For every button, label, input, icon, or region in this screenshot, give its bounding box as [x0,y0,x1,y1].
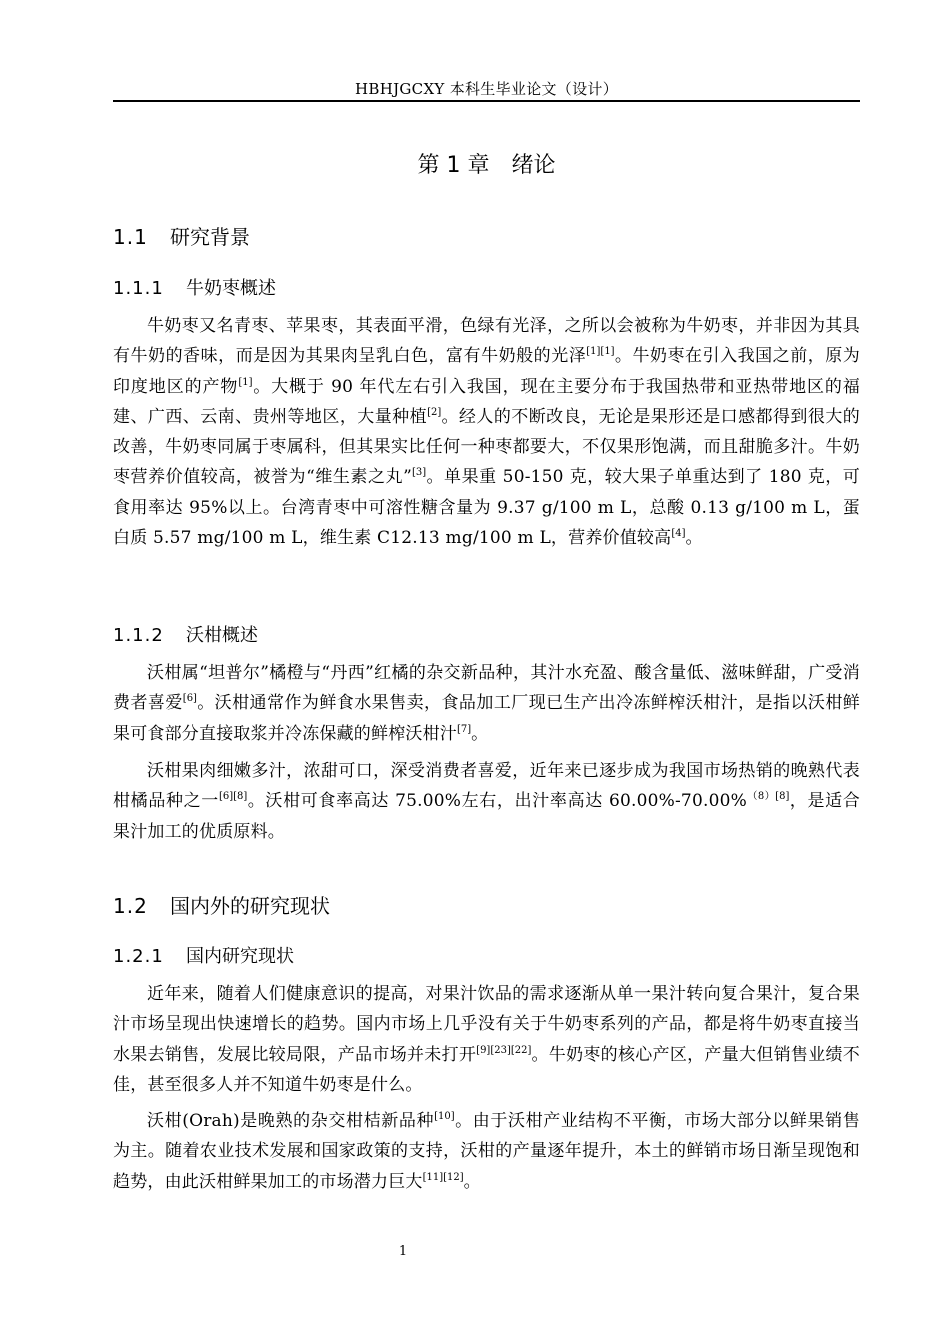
citation: [3] [411,467,427,479]
paragraph-domestic-2 [113,1106,860,1197]
paragraph-text: 。沃柑通常作为鲜食水果售卖，食品加工厂现已生产出冷冻鲜榨沃柑汁，是指以沃柑鲜果可食部分直接取浆并冷冻保藏的鲜榨沃柑汁 [113,693,860,744]
paragraph-text: ，是适合果汁加工的优质原料。 [113,791,860,842]
section-heading-1-1 [113,221,250,250]
citation: [2] [427,406,442,418]
chapter-name: 绪论 [511,153,556,178]
paragraph-text: 。 [463,1171,481,1192]
running-header: HBHJGCXY 本科生毕业论文（设计） [354,80,618,98]
subsection-title: 牛奶枣概述 [186,278,276,299]
section-heading-1-2 [113,890,330,919]
paragraph-orah-1 [113,658,860,749]
subsection-heading-1-1-2 [113,621,258,647]
paragraph-text: 牛奶枣又名青枣、苹果枣，其表面平滑，色绿有光泽，之所以会被称为牛奶枣，并非因为其具有牛奶的香味，而是因为其果肉呈乳白色，富有牛奶般的光泽 [113,316,860,367]
page-number: 1 [398,1244,408,1259]
section-title: 研究背景 [170,225,250,249]
citation: [6] [182,693,197,705]
chapter-number: 第 1 章 [417,153,490,178]
paragraph-text: 。沃柑可食率高达 75.00%左右，出汁率高达 60.00%-70.00% [247,791,747,812]
paragraph-text: 。经人的不断改良，无论是果形还是口感都得到很大的改善，牛奶枣同属于枣属科，但其果实比任何一种枣都要大，不仅果形饱满，而且甜脆多汁。牛奶枣营养价值较高，被誉为“维生素之丸” [113,406,860,488]
citation: [9][23][22] [476,1044,532,1056]
paragraph-orah-2 [113,756,860,847]
subsection-heading-1-1-1 [113,274,276,300]
paragraph-text: 。单果重 50-150 克，较大果子单重达到了 180 克，可食用率达 95%以上。台湾青枣中可溶性糖含量为 9.37 g/100 m L，总酸 0.13 g/100 m L，蛋白质 5.57 mg/100 m L，维生素 C12.13 mg/100 m L，营养价值较高 [113,467,860,549]
subsection-title: 沃柑概述 [186,625,258,646]
paragraph-text: 近年来，随着人们健康意识的提高，对果汁饮品的需求逐渐从单一果汁转向复合果汁，复合果汁市场呈现出快速增长的趋势。国内市场上几乎没有关于牛奶枣系列的产品，都是将牛奶枣直接当水果去销售，发展比较局限，产品市场并未打开 [113,984,860,1065]
header-rule [113,100,860,102]
citation: [7] [457,723,472,735]
paragraph-text: 。由于沃柑产业结构不平衡，市场大部分以鲜果销售为主。随着农业技术发展和国家政策的支持，沃柑的产量逐年提升，本土的鲜销市场日渐呈现饱和趋势，由此沃柑鲜果加工的市场潜力巨大 [113,1111,860,1192]
chapter-title [113,148,860,179]
subsection-heading-1-2-1 [113,942,294,968]
paragraph-text: 沃柑属“坦普尔”橘橙与“丹西”红橘的杂交新品种，其汁水充盈、酸含量低、滋味鲜甜，广受消费者喜爱 [113,663,860,714]
citation: [1] [238,376,253,388]
citation: [11][12] [422,1171,464,1183]
paragraph-text: 。牛奶枣的核心产区，产量大但销售业绩不佳，甚至很多人并不知道牛奶枣是什么。 [113,1044,860,1095]
subsection-title: 国内研究现状 [186,946,294,967]
citation: [10] [434,1111,455,1122]
paragraph-domestic-1 [113,979,860,1100]
subsection-number: 1.1.2 [113,625,164,646]
paragraph-milk-jujube [113,311,860,553]
section-number: 1.2 [113,894,148,918]
subsection-number: 1.2.1 [113,946,164,967]
section-title: 国内外的研究现状 [170,894,330,918]
citation: （8）[8] [746,791,790,803]
section-number: 1.1 [113,225,148,249]
paragraph-text: 。 [471,723,489,744]
paragraph-text: 沃柑(Orah)是晚熟的杂交柑桔新品种 [147,1111,435,1131]
paragraph-text: 。大概于 90 年代左右引入我国，现在主要分布于我国热带和亚热带地区的福建、广西、云南、贵州等地区，大量种植 [113,376,861,427]
paragraph-text: 沃柑果肉细嫩多汁，浓甜可口，深受消费者喜爱，近年来已逐步成为我国市场热销的晚熟代表柑橘品种之一 [113,761,860,812]
citation: [1][1] [586,346,615,358]
subsection-number: 1.1.1 [113,278,164,299]
citation: [6][8] [218,791,248,803]
paragraph-text: 。 [685,528,703,549]
paragraph-text: 。牛奶枣在引入我国之前，原为印度地区的产物 [113,346,860,397]
citation: [4] [671,528,686,540]
